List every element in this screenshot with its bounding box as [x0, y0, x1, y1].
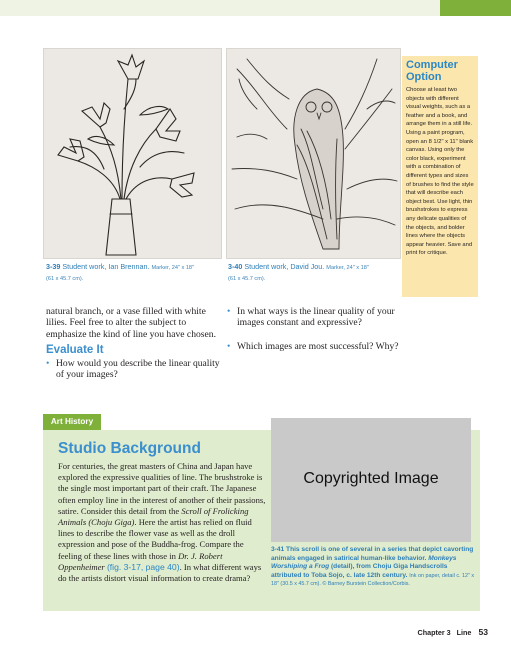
bullet-text: How would you describe the linear quality of your images?	[56, 358, 220, 381]
body-text-segment: For centuries, the great masters of China and Japan have explored the expressive qualities of line. The brushstroke is the single most important part of their craft. The Japanese often employ line in the interest of another of their passions, satire. Consider this detail from the	[58, 461, 266, 516]
figure-credit: Ink on paper, detail c. 12" x 18" (30.5 x 45.7 cm). © Barney Burstein Collection/Corbis.	[271, 572, 475, 588]
artwork-title: Dr. J. Robert Oppenheimer	[58, 550, 223, 572]
artwork-title: Monkeys Worshiping a Frog	[271, 554, 457, 571]
figure-media: Marker, 24" x 18"	[151, 265, 195, 271]
figure-caption-text: (detail), from Choju Giga Handscrolls attributed to Toba Sojo, c. late 12th century.	[271, 563, 448, 579]
owl-branches-drawing	[226, 48, 401, 259]
figure-caption-text: Student work, Ian Brennan.	[62, 262, 150, 271]
bullet-icon: •	[227, 306, 231, 317]
figure-number: 3-41	[271, 546, 285, 553]
page-footer	[388, 627, 488, 637]
figure-caption-3-39	[46, 262, 224, 284]
evaluate-bullet	[227, 341, 405, 352]
bullet-text: Which images are most successful? Why?	[237, 341, 399, 352]
body-paragraph: natural branch, or a vase filled with white lilies. Feel free to alter the subject to emphasize the kind of line you have chosen.	[46, 306, 216, 340]
top-color-band-accent	[440, 0, 511, 16]
lilies-vase-drawing	[43, 48, 222, 259]
figure-caption-lead: This scroll is one of several in a series that depict cavorting animals engaged in satirical human-like behavior.	[271, 546, 474, 562]
figure-metric-size: (61 x 45.7 cm).	[46, 276, 84, 282]
bullet-icon: •	[227, 341, 231, 352]
footer-chapter: Chapter 3	[417, 628, 451, 637]
figure-number: 3-40	[228, 262, 243, 271]
footer-section: Line	[456, 628, 472, 637]
evaluate-it-heading: Evaluate It	[46, 344, 104, 356]
artwork-title: Scroll of Frolicking Animals (Choju Giga)	[58, 505, 249, 528]
evaluate-bullet	[46, 358, 224, 381]
figure-cross-reference: (fig. 3-17, page 40)	[106, 561, 180, 572]
studio-background-heading: Studio Background	[58, 440, 201, 457]
top-color-band	[0, 0, 511, 16]
computer-option-title-line1: Computer	[406, 59, 458, 71]
studio-background-body	[58, 461, 266, 584]
figure-metric-size: (61 x 45.7 cm).	[228, 276, 266, 282]
page-number: 53	[478, 627, 488, 637]
computer-option-body: Choose at least two objects with different visual weights, such as a feather and a book, and arrange them in a still life. Using a paint program, open an 8 1/2" x 11" blank canvas. Using only the color black, experiment with a combination of different types and sizes of brushes to find the style that will describe each object best. Use light, thin brushstrokes to express any delicate qualities of the objects, and bolder lines where the objects appear heavier. Save and print for critique.	[406, 87, 474, 257]
art-history-tab: Art History	[43, 414, 101, 430]
computer-option-title	[406, 59, 474, 83]
bullet-icon: •	[46, 358, 50, 369]
computer-option-sidebar	[402, 56, 478, 297]
figure-caption-3-40	[228, 262, 406, 284]
figure-media: Marker, 24" x 18"	[326, 265, 369, 271]
figure-caption-text: Student work, David Jou.	[244, 262, 325, 271]
evaluate-bullet	[227, 306, 405, 329]
body-text-segment: . Here the artist has relied on fluid lines to describe the flower vase as well as the droll expression and pose of the Buddha-frog. Compare the feeling of these lines with those in	[58, 517, 252, 561]
figure-number: 3-39	[46, 262, 61, 271]
copyrighted-image-label: Copyrighted Image	[303, 470, 439, 487]
computer-option-title-line2: Option	[406, 71, 442, 83]
body-text-segment: . In what different ways do the artists distort visual information to create drama?	[58, 561, 262, 584]
figure-caption-3-41	[271, 546, 476, 589]
bullet-text: In what ways is the linear quality of your images constant and expressive?	[237, 306, 395, 329]
